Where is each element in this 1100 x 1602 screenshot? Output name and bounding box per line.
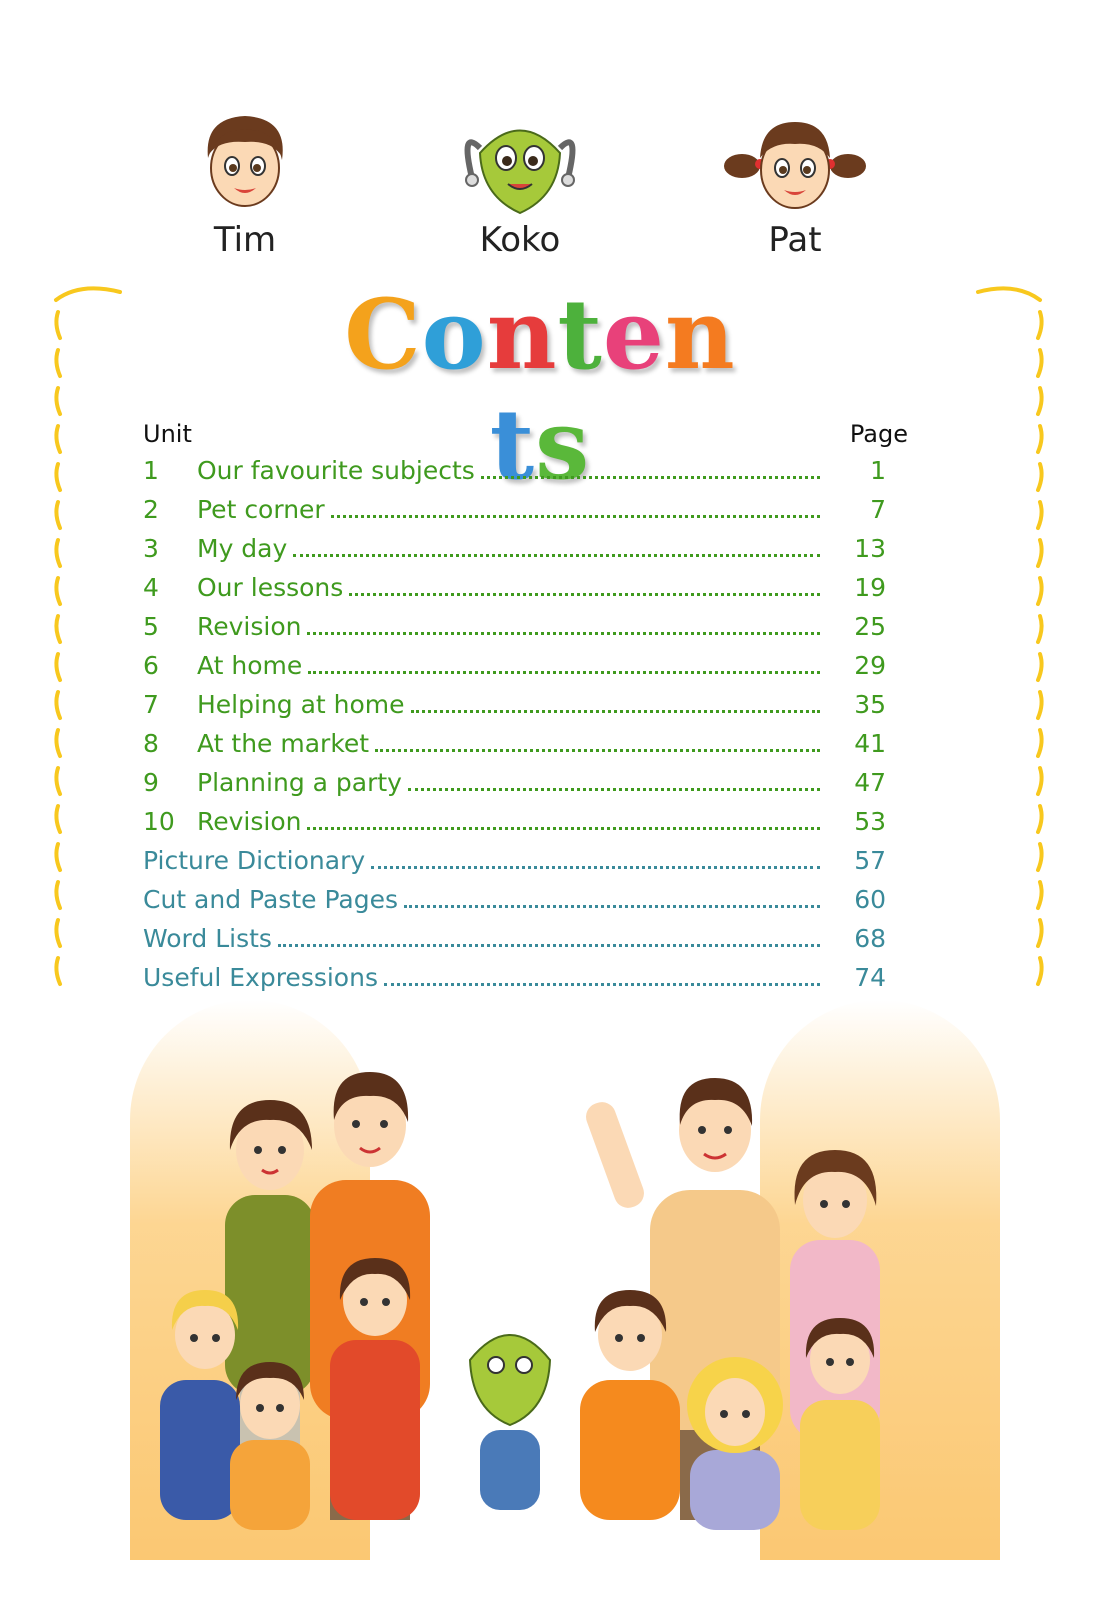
unit-number: 1 <box>143 456 159 485</box>
page-number: 1 <box>870 456 886 485</box>
toc-entry-unit-8[interactable] <box>143 729 908 768</box>
toc-entry-unit-5[interactable] <box>143 612 908 651</box>
page-number: 57 <box>854 846 886 875</box>
dot-leader <box>384 983 820 986</box>
unit-number: 10 <box>143 807 175 836</box>
dot-leader <box>278 944 820 947</box>
unit-number: 7 <box>143 690 159 719</box>
title-letter: s <box>535 388 591 501</box>
boy-yellow-figure <box>800 1318 880 1530</box>
character-name: Pat <box>768 220 822 260</box>
dot-leader <box>349 593 820 596</box>
toc-entry-unit-10[interactable] <box>143 807 908 846</box>
title-letter: o <box>421 278 487 391</box>
unit-title: Our favourite subjects <box>197 456 475 485</box>
unit-title: Our lessons <box>197 573 344 602</box>
page-column-header: Page <box>849 420 908 448</box>
dot-leader <box>481 476 820 479</box>
dot-leader <box>408 788 820 791</box>
section-title: Cut and Paste Pages <box>143 885 399 914</box>
dot-leader <box>307 632 820 635</box>
toc-entry-picture-dictionary[interactable] <box>143 846 908 885</box>
unit-number: 9 <box>143 768 159 797</box>
dot-leader <box>371 866 820 869</box>
toc-entry-unit-3[interactable] <box>143 534 908 573</box>
dot-leader <box>307 827 820 830</box>
toc-entry-useful-expressions[interactable] <box>143 963 908 1002</box>
toc-header <box>143 420 908 456</box>
page-number: 25 <box>854 612 886 641</box>
dot-leader <box>375 749 820 752</box>
unit-title: At home <box>197 651 303 680</box>
toc-entry-unit-4[interactable] <box>143 573 908 612</box>
page-number: 74 <box>854 963 886 992</box>
unit-title: Pet corner <box>197 495 325 524</box>
toc-entry-unit-2[interactable] <box>143 495 908 534</box>
unit-title: Helping at home <box>197 690 405 719</box>
section-title: Word Lists <box>143 924 272 953</box>
page-number: 7 <box>870 495 886 524</box>
mother-figure-right <box>790 1150 880 1440</box>
dot-leader <box>308 671 820 674</box>
dot-leader <box>404 905 820 908</box>
unit-number: 5 <box>143 612 159 641</box>
page-number: 68 <box>854 924 886 953</box>
dot-leader <box>293 554 820 557</box>
unit-number: 4 <box>143 573 159 602</box>
boy-orange-figure <box>580 1290 680 1520</box>
unit-column-header: Unit <box>143 420 192 448</box>
unit-title: At the market <box>197 729 370 758</box>
title-letter: n <box>664 278 736 391</box>
unit-number: 2 <box>143 495 159 524</box>
page-number: 53 <box>854 807 886 836</box>
page-number: 29 <box>854 651 886 680</box>
table-of-contents <box>143 420 908 1002</box>
page-number: 41 <box>854 729 886 758</box>
unit-title: My day <box>197 534 288 563</box>
toc-entry-unit-7[interactable] <box>143 690 908 729</box>
unit-number: 6 <box>143 651 159 680</box>
unit-title: Revision <box>197 612 302 641</box>
blonde-boy-figure <box>160 1290 240 1520</box>
family-illustration <box>0 1000 1100 1560</box>
unit-number: 3 <box>143 534 159 563</box>
title-letter: t <box>557 278 603 391</box>
unit-number: 8 <box>143 729 159 758</box>
page-number: 19 <box>854 573 886 602</box>
toc-entry-cut-and-paste[interactable] <box>143 885 908 924</box>
title-letter: C <box>344 278 422 391</box>
page-number: 35 <box>854 690 886 719</box>
koko-alien-figure <box>470 1335 550 1510</box>
title-letter: t <box>489 388 536 501</box>
dot-leader <box>411 710 820 713</box>
character-name: Koko <box>479 220 561 260</box>
section-title: Useful Expressions <box>143 963 378 992</box>
toc-entry-unit-6[interactable] <box>143 651 908 690</box>
page-number: 60 <box>854 885 886 914</box>
girl-overalls-figure <box>330 1258 420 1520</box>
dot-leader <box>331 515 820 518</box>
title-letter: n <box>486 278 558 391</box>
small-girl-figure <box>230 1362 310 1530</box>
page-number: 47 <box>854 768 886 797</box>
unit-title: Planning a party <box>197 768 402 797</box>
character-name: Tim <box>213 220 277 260</box>
title-letter: e <box>602 278 665 391</box>
page-number: 13 <box>854 534 886 563</box>
toc-entry-unit-9[interactable] <box>143 768 908 807</box>
section-title: Picture Dictionary <box>143 846 366 875</box>
toc-entry-word-lists[interactable] <box>143 924 908 963</box>
toc-entry-unit-1[interactable] <box>143 456 908 495</box>
unit-title: Revision <box>197 807 302 836</box>
